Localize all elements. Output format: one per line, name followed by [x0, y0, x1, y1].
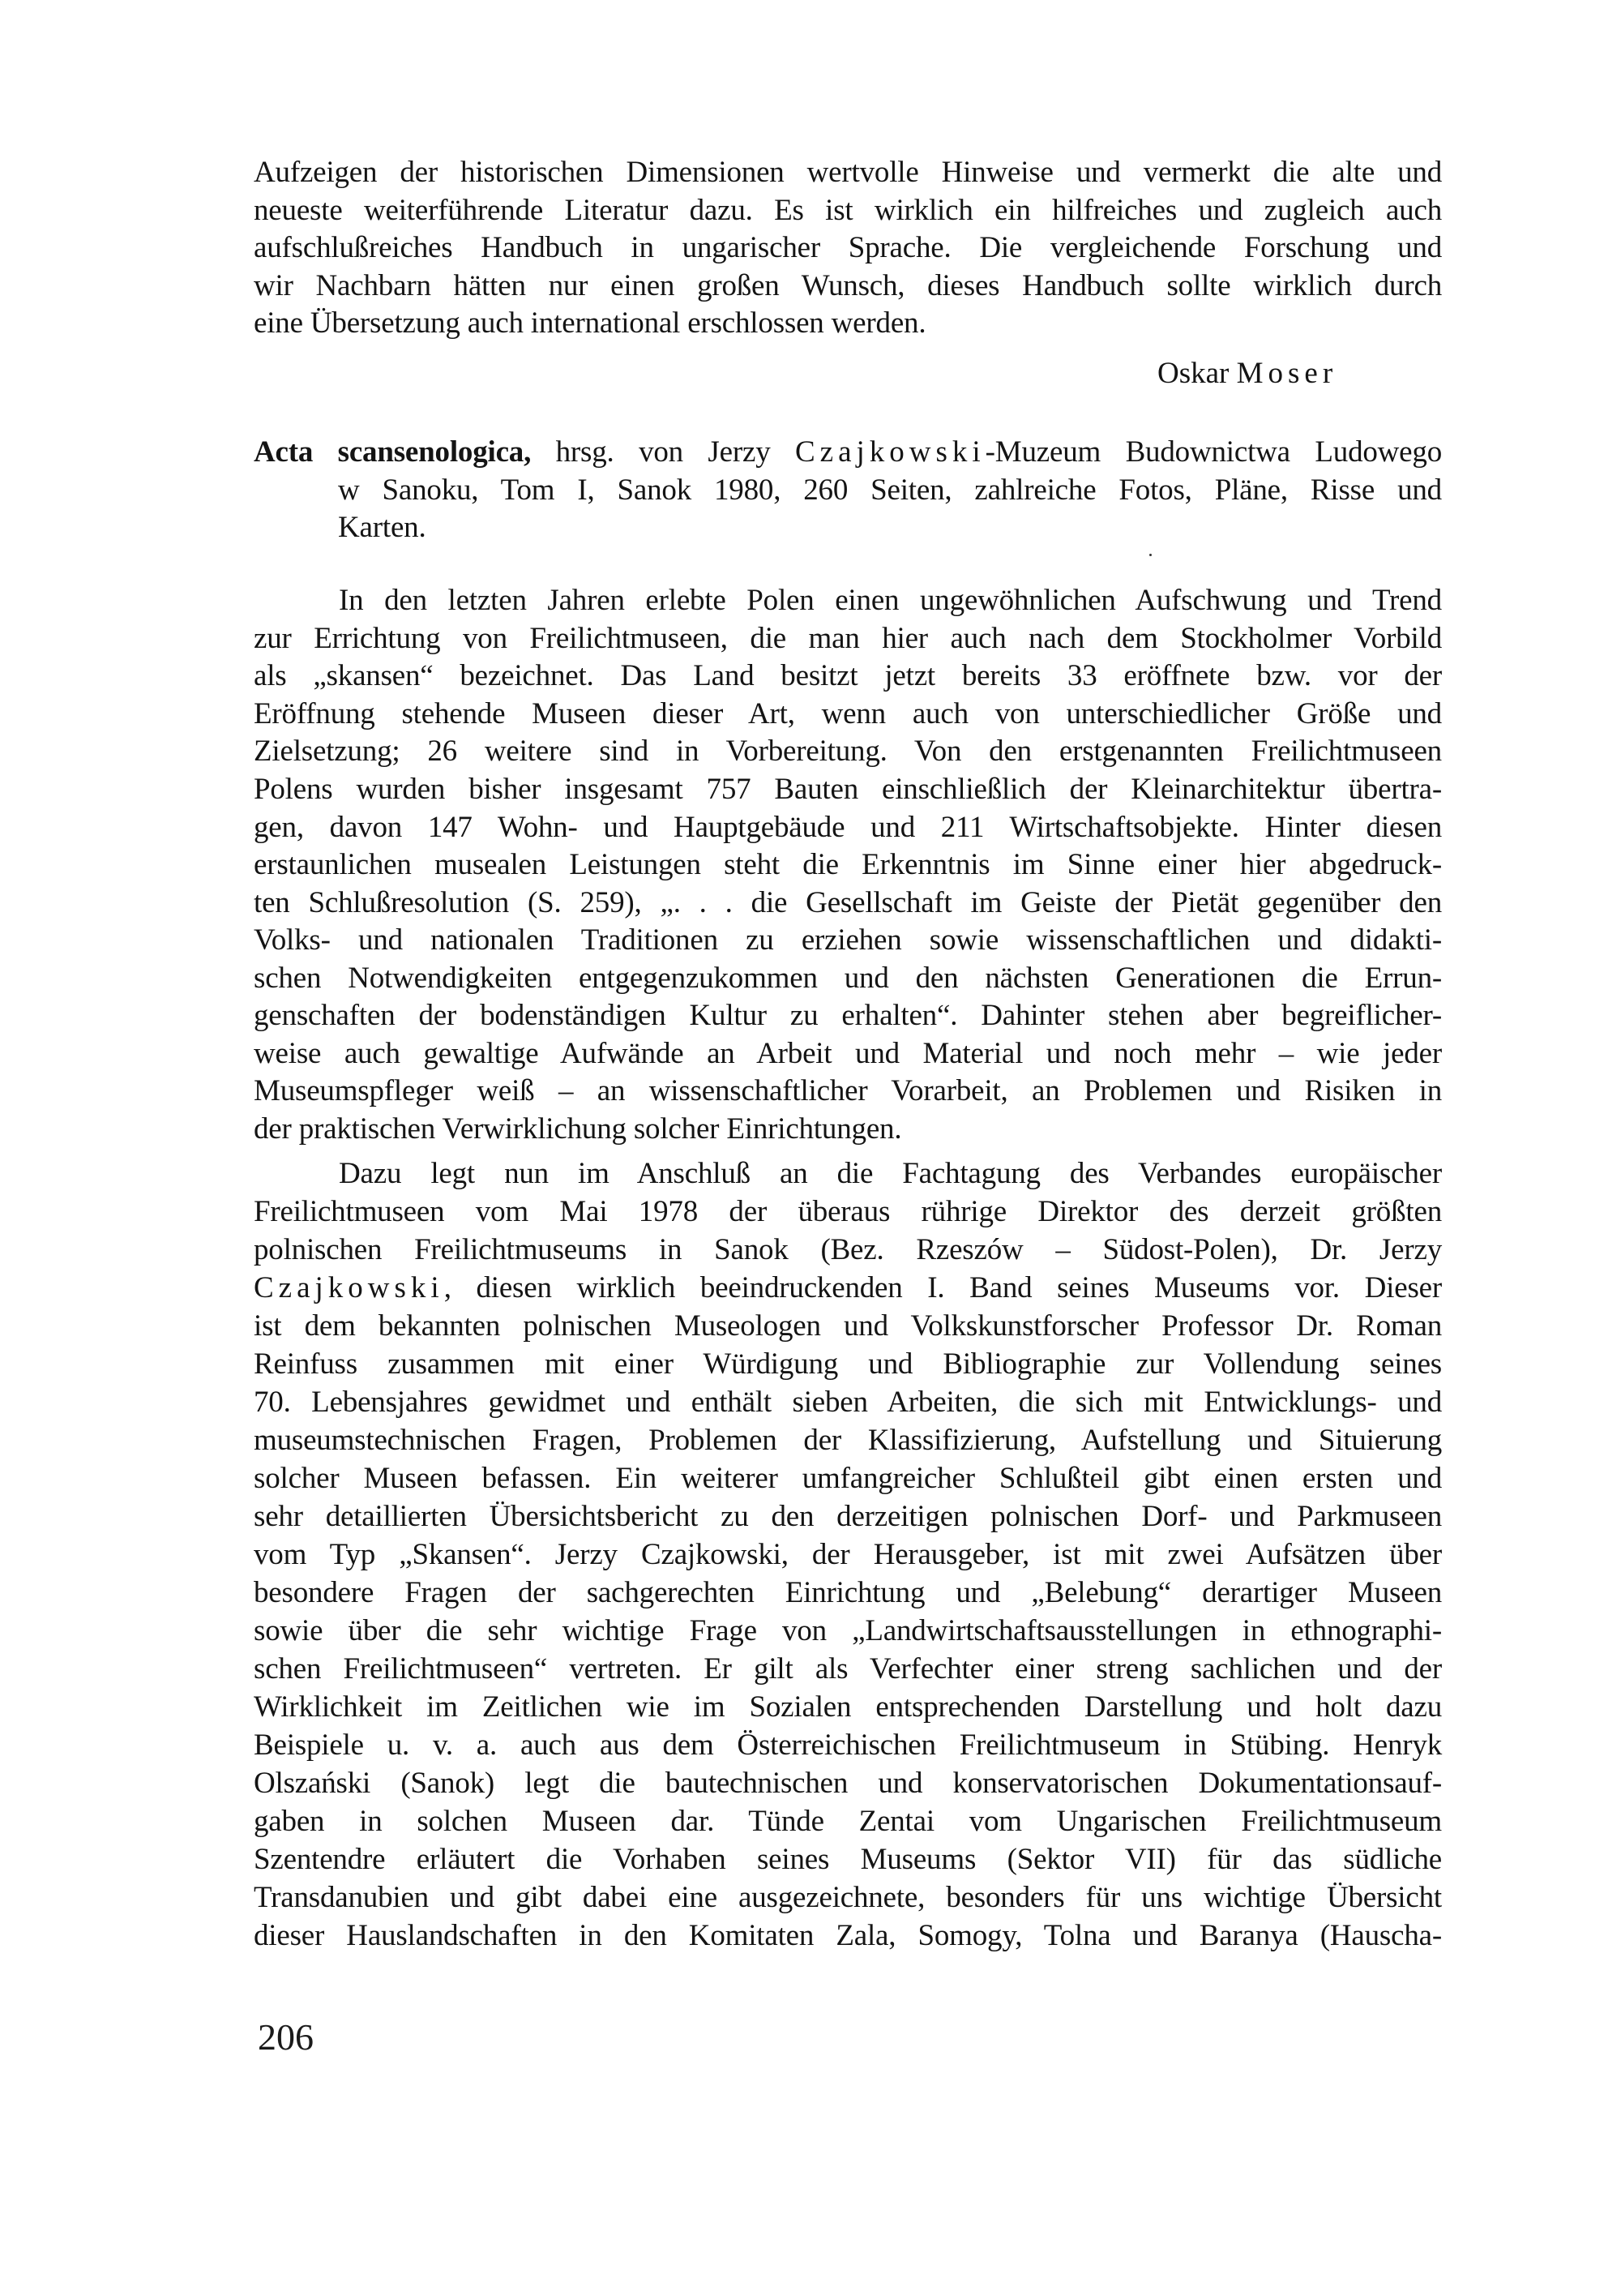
text-line: Freilichtmuseen vom Mai 1978 der überaus rührige Direktor des derzeit größten: [254, 1195, 1442, 1228]
text-line: Reinfuss zusammen mit einer Würdigung und Bibliographie zur Vollendung seines: [254, 1347, 1442, 1381]
text-line: sehr detaillierten Übersichtsbericht zu den derzeitigen polnischen Dorf- und Parkmuseen: [254, 1500, 1442, 1533]
text-line: 70. Lebensjahres gewidmet und enthält sieben Arbeiten, die sich mit Entwicklungs- und: [254, 1386, 1442, 1419]
text-line: besondere Fragen der sachgerechten Einrichtung und „Belebung“ derartiger Museen: [254, 1576, 1442, 1609]
citation-line: [254, 434, 1442, 471]
text-line: zur Errichtung von Freilichtmuseen, die man hier auch nach dem Stockholmer Vorbild: [254, 622, 1442, 655]
text-fragment: , diesen wirklich beeindruckenden I. Band seines Museums vor. Dieser: [443, 1271, 1442, 1304]
text-line: ten Schlußresolution (S. 259), „. . . die Gesellschaft im Geiste der Pietät gegenüber den: [254, 886, 1442, 919]
text-line: Polens wurden bisher insgesamt 757 Bauten einschließlich der Kleinarchitektur übertra-: [254, 773, 1442, 806]
text-line: Dazu legt nun im Anschluß an die Fachtagung des Verbandes europäischer: [339, 1157, 1442, 1190]
text-line: schen Freilichtmuseen“ vertreten. Er gilt als Verfechter einer streng sachlichen und der: [254, 1652, 1442, 1686]
text-line: Aufzeigen der historischen Dimensionen wertvolle Hinweise und vermerkt die alte und: [254, 156, 1442, 189]
text-line: Zielsetzung; 26 weitere sind in Vorbereitung. Von den erstgenannten Freilichtmuseen: [254, 735, 1442, 768]
text-line: Wirklichkeit im Zeitlichen wie im Sozialen entsprechenden Darstellung und holt dazu: [254, 1690, 1442, 1724]
text-line: Museumspfleger weiß – an wissenschaftlicher Vorarbeit, an Problemen und Risiken in: [254, 1074, 1442, 1107]
text-line: der praktischen Verwirklichung solcher Einrichtungen.: [254, 1112, 902, 1146]
reviewer-first-name: Oskar: [1157, 357, 1230, 390]
citation-line: Karten.: [338, 511, 426, 544]
text-line: gaben in solchen Museen dar. Tünde Zentai vom Ungarischen Freilichtmuseum: [254, 1805, 1442, 1838]
text-line: dieser Hauslandschaften in den Komitaten Zala, Somogy, Tolna und Baranya (Hauscha-: [254, 1919, 1442, 1952]
page-number: 206: [258, 2016, 314, 2058]
text-line: Volks- und nationalen Traditionen zu erziehen sowie wissenschaftlichen und didakti-: [254, 923, 1442, 957]
reviewer-signature: [1157, 355, 1337, 392]
text-line: genschaften der bodenständigen Kultur zu erhalten“. Dahinter stehen aber begreiflicher-: [254, 999, 1442, 1032]
text-line: wir Nachbarn hätten nur einen großen Wunsch, dieses Handbuch sollte wirklich durch: [254, 269, 1442, 302]
text-line: vom Typ „Skansen“. Jerzy Czajkowski, der Herausgeber, ist mit zwei Aufsätzen über: [254, 1538, 1442, 1571]
text-line: [254, 1270, 1442, 1307]
editor-name: Czajkowski: [794, 435, 986, 469]
text-line: weise auch gewaltige Aufwände an Arbeit und Material und noch mehr – wie jeder: [254, 1037, 1442, 1070]
print-speck: [1149, 554, 1152, 556]
text-line: sowie über die sehr wichtige Frage von „Landwirtschaftsausstellungen in ethnographi-: [254, 1614, 1442, 1647]
text-line: aufschlußreiches Handbuch in ungarischer Sprache. Die vergleichende Forschung und: [254, 231, 1442, 264]
text-line: Olszański (Sanok) legt die bautechnischen und konservatorischen Dokumentationsauf-: [254, 1767, 1442, 1800]
text-line: neueste weiterführende Literatur dazu. Es ist wirklich ein hilfreiches und zugleich auch: [254, 194, 1442, 227]
text-line: ist dem bekannten polnischen Museologen und Volkskunstforscher Professor Dr. Roman: [254, 1309, 1442, 1343]
text-line: solcher Museen befassen. Ein weiterer umfangreicher Schlußteil gibt einen ersten und: [254, 1462, 1442, 1495]
text-line: gen, davon 147 Wohn- und Hauptgebäude und 211 Wirtschaftsobjekte. Hinter diesen: [254, 811, 1442, 844]
editor-name: Czajkowski: [254, 1271, 444, 1304]
text-line: schen Notwendigkeiten entgegenzukommen und den nächsten Generationen die Errun-: [254, 962, 1442, 995]
citation-text: hrsg. von Jerzy: [531, 435, 795, 469]
book-title: Acta scansenologica,: [254, 435, 532, 469]
text-line: Eröffnung stehende Museen dieser Art, wenn auch von unterschiedlicher Größe und: [254, 697, 1442, 730]
reviewer-last-name: Moser: [1236, 357, 1338, 390]
text-line: Szentendre erläutert die Vorhaben seines Museums (Sektor VII) für das südliche: [254, 1843, 1442, 1876]
text-line: museumstechnischen Fragen, Problemen der Klassifizierung, Aufstellung und Situierung: [254, 1424, 1442, 1457]
text-line: polnischen Freilichtmuseums in Sanok (Bez. Rzeszów – Südost-Polen), Dr. Jerzy: [254, 1233, 1442, 1266]
text-line: als „skansen“ bezeichnet. Das Land besitzt jetzt bereits 33 eröffnete bzw. vor der: [254, 659, 1442, 692]
text-line: eine Übersetzung auch international erschlossen werden.: [254, 306, 926, 340]
text-line: Beispiele u. v. a. auch aus dem Österreichischen Freilichtmuseum in Stübing. Henryk: [254, 1728, 1442, 1762]
citation-text: -Muzeum Budownictwa Ludowego: [985, 435, 1443, 469]
text-line: In den letzten Jahren erlebte Polen einen ungewöhnlichen Aufschwung und Trend: [339, 584, 1442, 617]
text-line: erstaunlichen musealen Leistungen steht die Erkenntnis im Sinne einer hier abgedruck-: [254, 848, 1442, 881]
citation-line: w Sanoku, Tom I, Sanok 1980, 260 Seiten, zahlreiche Fotos, Pläne, Risse und: [338, 473, 1442, 507]
text-line: Transdanubien und gibt dabei eine ausgezeichnete, besonders für uns wichtige Übersicht: [254, 1881, 1442, 1914]
